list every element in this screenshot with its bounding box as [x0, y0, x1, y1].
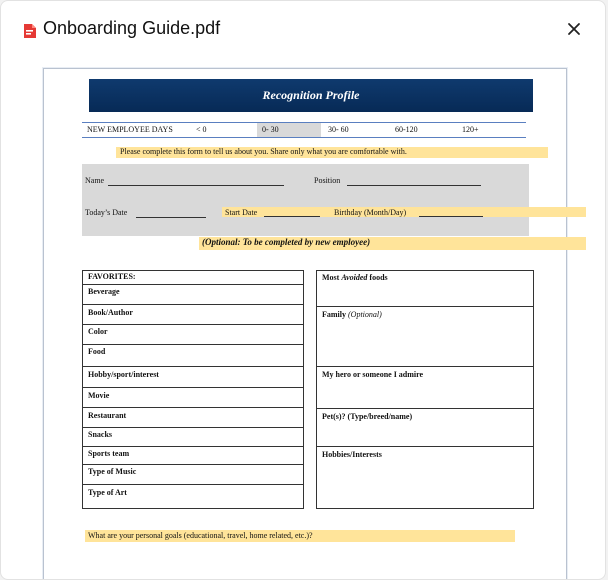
days-option: 60-120 [395, 125, 418, 134]
instruction-text: Please complete this form to tell us about you. Share only what you are comfortable with. [116, 147, 548, 158]
favorite-row[interactable]: Type of Art [88, 488, 127, 497]
family-optional: (Optional) [348, 310, 382, 319]
avoided-word: Avoided [341, 273, 368, 282]
avoided-foods-cell[interactable] [317, 271, 533, 307]
hobbies-cell[interactable] [317, 447, 533, 507]
pdf-page[interactable] [43, 68, 567, 580]
days-option: < 0 [196, 125, 207, 134]
favorite-row[interactable]: Movie [83, 388, 303, 408]
close-icon[interactable] [565, 20, 583, 38]
hobbies-label: Hobbies/Interests [322, 450, 382, 459]
name-label: Name [85, 176, 105, 185]
family-cell[interactable] [317, 307, 533, 367]
favorite-row[interactable]: Color [83, 325, 303, 345]
pets-cell[interactable] [317, 409, 533, 447]
pdf-file-icon [23, 23, 37, 39]
document-title: Onboarding Guide.pdf [43, 18, 221, 38]
start-date-field[interactable] [264, 216, 320, 217]
favorite-row[interactable]: Type of Music [83, 465, 303, 485]
favorite-row[interactable]: Book/Author [83, 305, 303, 325]
avoided-prefix: Most [322, 273, 342, 282]
favorite-row[interactable]: Sports team [83, 447, 303, 465]
days-label: NEW EMPLOYEE DAYS [87, 125, 173, 134]
form-banner: Recognition Profile [89, 79, 533, 112]
days-option: 120+ [462, 125, 479, 134]
avoided-suffix: foods [367, 273, 388, 282]
goals-question: What are your personal goals (educational, travel, home related, etc.)? [85, 530, 515, 542]
favorite-row[interactable]: Food [83, 345, 303, 367]
favorite-row[interactable]: Hobby/sport/interest [83, 367, 303, 388]
favorite-row[interactable]: Beverage [83, 285, 303, 305]
optional-note: (Optional: To be completed by new employee) [202, 237, 371, 247]
favorite-row[interactable]: Restaurant [83, 408, 303, 428]
favorites-header: FAVORITES: [83, 271, 303, 285]
favorites-table [82, 270, 304, 509]
favorite-row[interactable]: Snacks [83, 428, 303, 447]
todays-date-label: Today’s Date [85, 208, 128, 217]
days-option: 30- 60 [328, 125, 349, 134]
name-field[interactable] [108, 185, 284, 186]
hero-cell[interactable] [317, 367, 533, 409]
start-date-label: Start Date [225, 208, 258, 217]
position-field[interactable] [347, 185, 481, 186]
pets-label: Pet(s)? (Type/breed/name) [322, 412, 413, 421]
birthday-label: Birthday (Month/Day) [334, 208, 407, 217]
about-me-table [316, 270, 534, 509]
family-label: Family [322, 310, 346, 319]
days-option: 0- 30 [262, 125, 279, 134]
info-section [82, 164, 529, 236]
hero-label: My hero or someone I admire [322, 370, 424, 379]
position-label: Position [314, 176, 341, 185]
birthday-field[interactable] [419, 216, 483, 217]
new-employee-days-row [82, 122, 526, 138]
todays-date-field[interactable] [136, 217, 206, 218]
